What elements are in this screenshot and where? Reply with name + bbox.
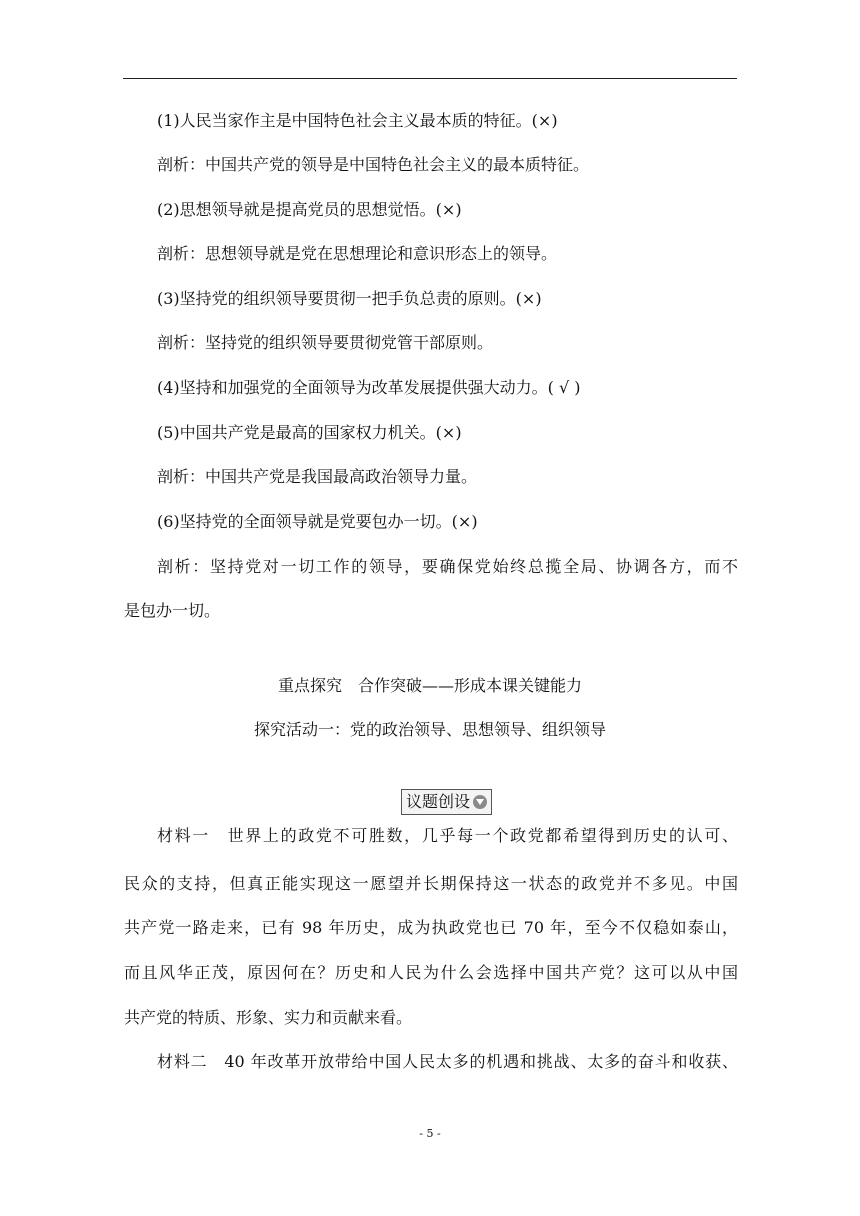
header-rule (123, 78, 737, 79)
exercise-2: (2)思想领导就是提高党员的思想觉悟。(×) (157, 200, 462, 219)
analysis-2: 剖析：思想领导就是党在思想理论和意识形态上的领导。 (157, 244, 558, 263)
topic-setup-tag (401, 789, 492, 815)
material-1-line-2: 民众的支持，但真正能实现这一愿望并长期保持这一状态的政党并不多见。中国 (124, 874, 738, 893)
material-1-line-4: 而且风华正茂，原因何在？历史和人民为什么会选择中国共产党？这可以从中国 (124, 963, 738, 982)
analysis-3: 剖析：坚持党的组织领导要贯彻党管干部原则。 (157, 333, 494, 352)
chevron-down-icon (473, 795, 487, 809)
material-2-line-1: 材料二 40 年改革开放带给中国人民太多的机遇和挑战、太多的奋斗和收获、 (157, 1052, 738, 1071)
material-1-line-1: 材料一 世界上的政党不可胜数，几乎每一个政党都希望得到历史的认可、 (157, 826, 738, 845)
topic-setup-label: 议题创设 (406, 792, 471, 811)
material-1-line-3: 共产党一路走来，已有 98 年历史，成为执政党也已 70 年，至今不仅稳如泰山， (124, 918, 738, 937)
section-heading: 重点探究 合作突破——形成本课关键能力 (277, 676, 582, 695)
exercise-3: (3)坚持党的组织领导要贯彻一把手负总责的原则。(×) (157, 289, 542, 308)
analysis-1: 剖析：中国共产党的领导是中国特色社会主义的最本质特征。 (157, 155, 590, 174)
page-number: - 5 - (419, 1127, 441, 1140)
exercise-4: (4)坚持和加强党的全面领导为改革发展提供强大动力。( √ ) (157, 378, 581, 397)
material-1-line-5: 共产党的特质、形象、实力和贡献来看。 (124, 1008, 413, 1027)
analysis-5: 剖析：中国共产党是我国最高政治领导力量。 (157, 467, 478, 486)
analysis-6-line-1: 剖析：坚持党对一切工作的领导，要确保党始终总揽全局、协调各方，而不 (157, 557, 738, 576)
exercise-1: (1)人民当家作主是中国特色社会主义最本质的特征。(×) (157, 111, 558, 130)
analysis-6-line-2: 是包办一切。 (124, 601, 221, 620)
exercise-6: (6)坚持党的全面领导就是党要包办一切。(×) (157, 512, 478, 531)
activity-title: 探究活动一：党的政治领导、思想领导、组织领导 (253, 720, 606, 739)
exercise-5: (5)中国共产党是最高的国家权力机关。(×) (157, 423, 462, 442)
